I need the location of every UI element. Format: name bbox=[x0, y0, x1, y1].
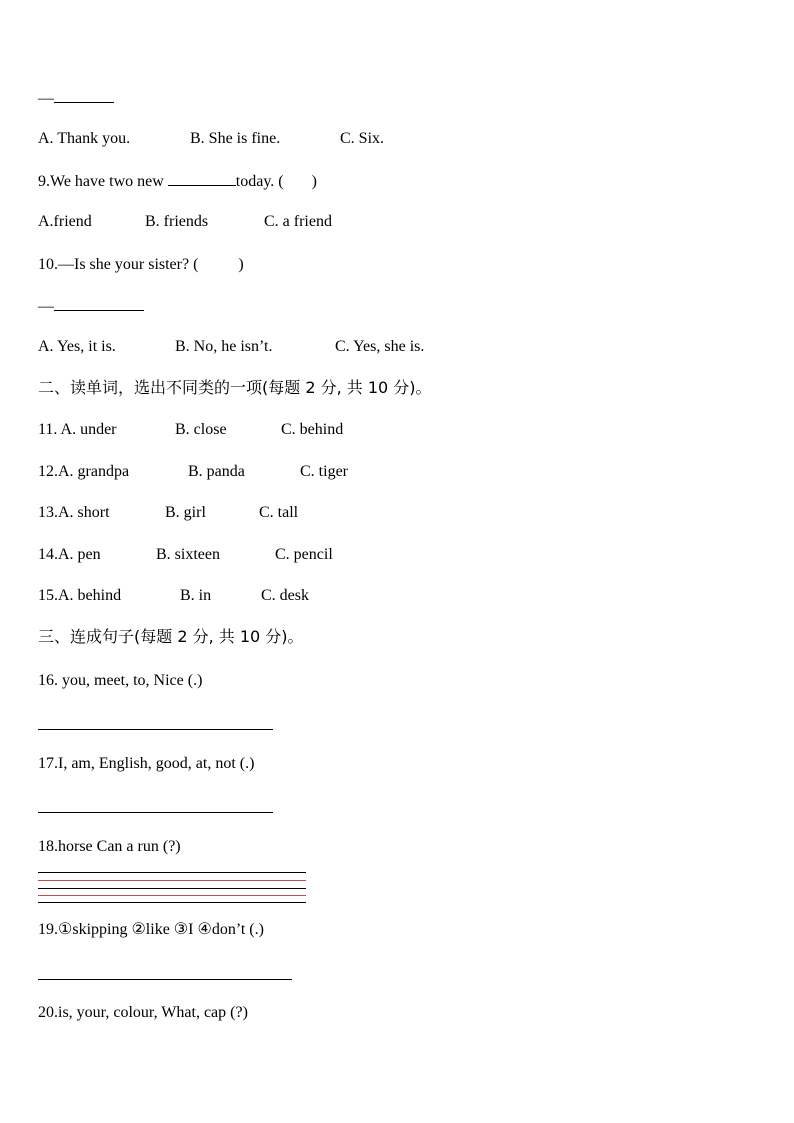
close-paren: ) bbox=[311, 173, 317, 190]
question-18: 18.horse Can a run (?) bbox=[38, 838, 181, 855]
option-a: 14.A. pen bbox=[38, 546, 101, 563]
option-b: B. sixteen bbox=[156, 546, 220, 563]
grid-line bbox=[38, 872, 306, 873]
grid-line-red bbox=[38, 895, 306, 896]
q10-answer-line bbox=[38, 296, 144, 317]
question-14 bbox=[38, 546, 738, 566]
q8-options bbox=[38, 130, 738, 150]
option-c: C. Yes, she is. bbox=[335, 338, 425, 355]
grid-line-red bbox=[38, 880, 306, 881]
close-paren: ) bbox=[238, 256, 244, 273]
question-17: 17.I, am, English, good, at, not (.) bbox=[38, 755, 255, 772]
q10-options bbox=[38, 338, 738, 358]
option-b: B. She is fine. bbox=[190, 130, 281, 147]
option-c: C. a friend bbox=[264, 213, 332, 230]
question-9 bbox=[38, 171, 317, 192]
question-20: 20.is, your, colour, What, cap (?) bbox=[38, 1004, 248, 1021]
question-11 bbox=[38, 421, 738, 441]
answer-line[interactable] bbox=[38, 979, 292, 980]
option-b: B. friends bbox=[145, 213, 209, 230]
option-a: 11. A. under bbox=[38, 421, 117, 438]
option-a: 15.A. behind bbox=[38, 587, 122, 604]
option-c: C. pencil bbox=[275, 546, 333, 563]
option-c: C. desk bbox=[261, 587, 309, 604]
answer-blank[interactable] bbox=[54, 88, 114, 103]
option-a: A.friend bbox=[38, 213, 92, 230]
question-text: 9.We have two new bbox=[38, 173, 168, 190]
answer-blank[interactable] bbox=[168, 171, 236, 186]
grid-line bbox=[38, 902, 306, 903]
option-b: B. panda bbox=[188, 463, 245, 480]
option-b: B. girl bbox=[165, 504, 206, 521]
question-10 bbox=[38, 255, 244, 275]
question-text: today. ( bbox=[235, 173, 284, 190]
option-a: A. Yes, it is. bbox=[38, 338, 116, 355]
question-15 bbox=[38, 587, 738, 607]
section-2-heading: 二、读单词，选出不同类的一项(每题 2 分, 共 10 分)。 bbox=[38, 378, 432, 397]
grid-line bbox=[38, 888, 306, 889]
option-b: B. close bbox=[175, 421, 227, 438]
question-19: 19.①skipping ②like ③I ④don’t (.) bbox=[38, 921, 264, 938]
answer-line[interactable] bbox=[38, 729, 273, 730]
question-13 bbox=[38, 504, 738, 524]
dash: — bbox=[38, 90, 54, 107]
option-c: C. tiger bbox=[300, 463, 348, 480]
option-c: C. Six. bbox=[340, 130, 385, 147]
q8-answer-line bbox=[38, 88, 114, 109]
section-3-heading: 三、连成句子(每题 2 分, 共 10 分)。 bbox=[38, 627, 304, 646]
question-12 bbox=[38, 463, 738, 483]
option-a: A. Thank you. bbox=[38, 130, 131, 147]
question-16: 16. you, meet, to, Nice (.) bbox=[38, 672, 203, 689]
option-b: B. No, he isn’t. bbox=[175, 338, 273, 355]
option-a: 12.A. grandpa bbox=[38, 463, 130, 480]
answer-blank[interactable] bbox=[54, 296, 144, 311]
question-text: 10.—Is she your sister? ( bbox=[38, 256, 199, 273]
option-a: 13.A. short bbox=[38, 504, 110, 521]
q9-options bbox=[38, 213, 738, 233]
dash: — bbox=[38, 298, 54, 315]
option-c: C. tall bbox=[259, 504, 299, 521]
option-b: B. in bbox=[180, 587, 212, 604]
answer-line[interactable] bbox=[38, 812, 273, 813]
option-c: C. behind bbox=[281, 421, 344, 438]
